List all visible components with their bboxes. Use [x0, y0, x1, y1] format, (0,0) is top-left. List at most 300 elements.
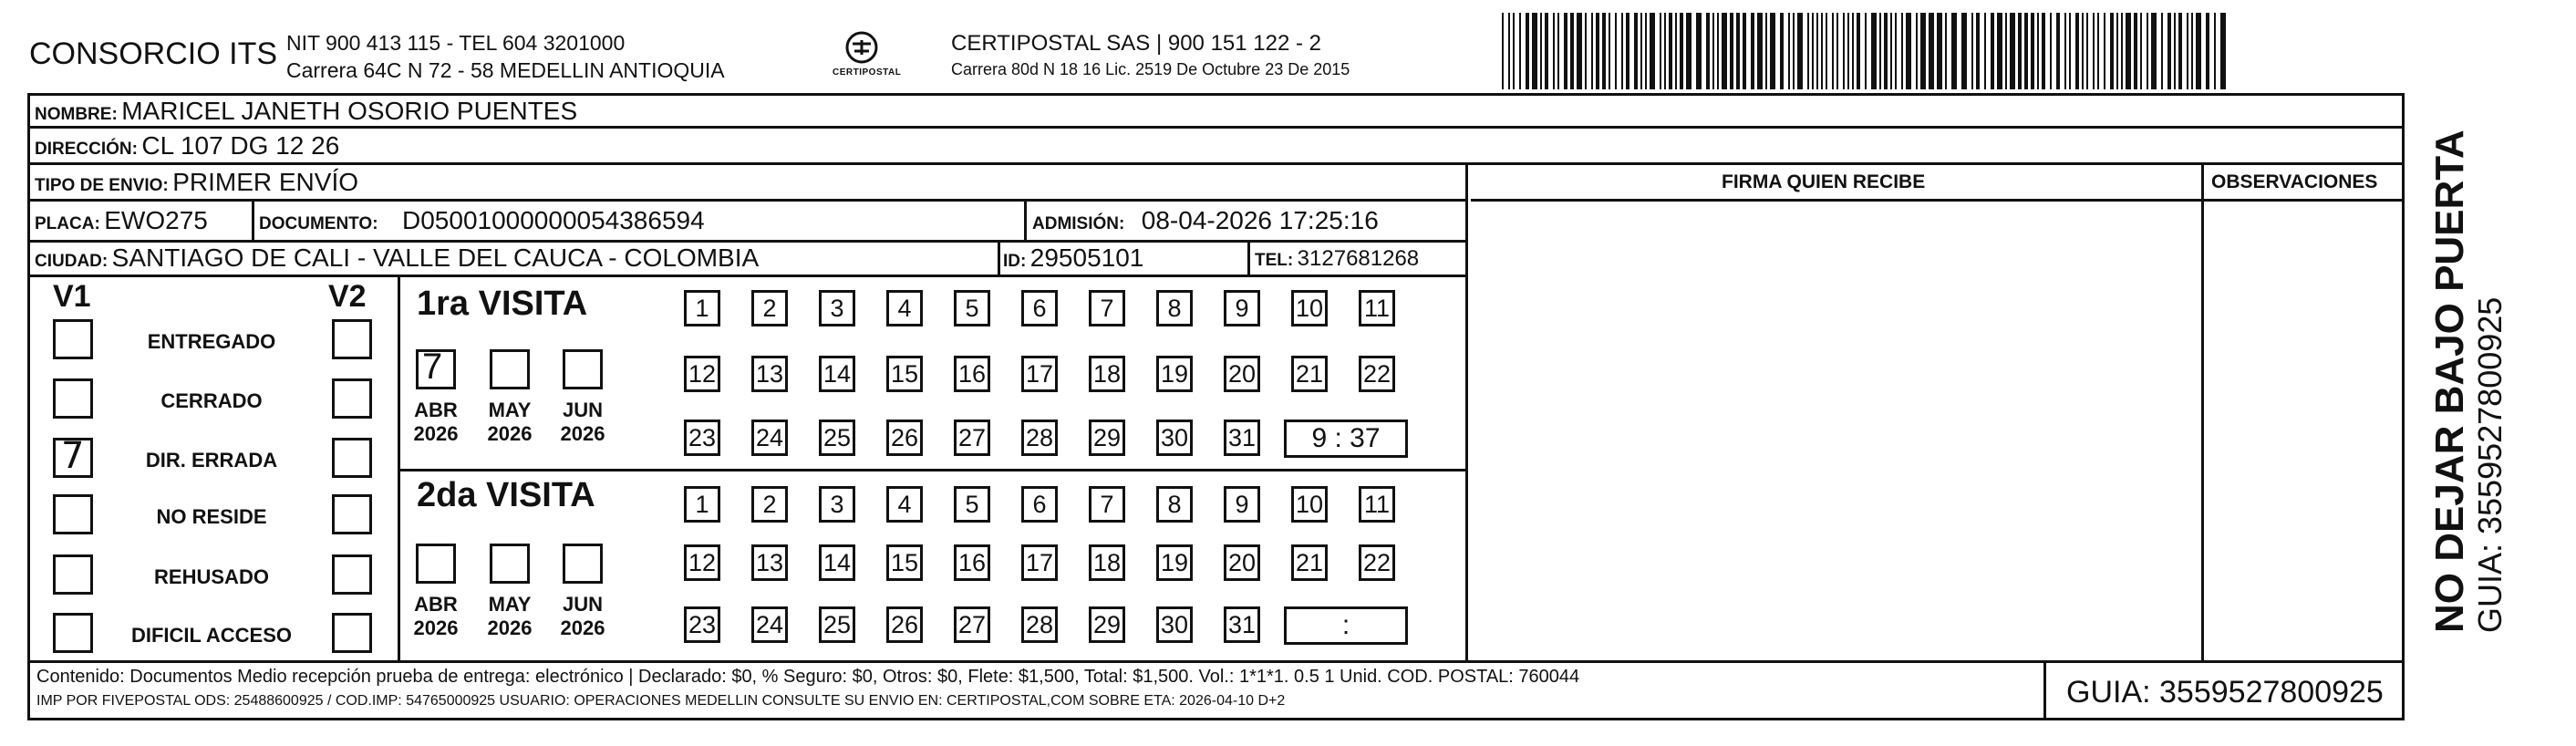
- month-label: JUN: [562, 399, 603, 421]
- placa-row: [35, 206, 208, 235]
- day-number: 1: [695, 294, 709, 322]
- year-label: 2026: [487, 616, 533, 639]
- second-visit-day-box[interactable]: [954, 544, 990, 581]
- barcode-bar: [1984, 13, 1986, 89]
- second-visit-day-box[interactable]: [684, 606, 720, 643]
- day-number: 16: [957, 359, 987, 388]
- barcode-bar: [2050, 13, 2052, 89]
- barcode-bar: [1621, 13, 1623, 89]
- day-number: 21: [1295, 359, 1324, 388]
- day-number: 24: [755, 423, 784, 451]
- first-visit-day-box[interactable]: [819, 420, 855, 456]
- first-visit-day-box[interactable]: [751, 356, 788, 392]
- barcode-bar: [1553, 13, 1555, 89]
- first-visit-day-box[interactable]: [751, 420, 788, 456]
- month-mark: 7: [422, 347, 443, 387]
- first-visit-day-box[interactable]: [819, 356, 855, 392]
- company-line2: Carrera 64C N 72 - 58 MEDELLIN ANTIOQUIA: [286, 58, 725, 82]
- first-visit-day-box[interactable]: [1089, 290, 1125, 326]
- day-number: 10: [1295, 294, 1324, 322]
- second-visit-day-box[interactable]: [751, 486, 788, 523]
- logo-text: CERTIPOSTAL: [833, 67, 902, 78]
- v1-checkbox[interactable]: [53, 435, 93, 478]
- day-number: 30: [1160, 610, 1189, 638]
- barcode-bar: [2082, 13, 2084, 89]
- day-number: 13: [755, 359, 784, 388]
- barcode-bar: [2174, 13, 2176, 89]
- barcode-bar: [1686, 13, 1691, 89]
- day-number: 12: [688, 548, 717, 576]
- first-visit-day-box[interactable]: [1224, 420, 1260, 456]
- nombre-row: [35, 97, 577, 126]
- barcode-bar: [2126, 13, 2131, 89]
- day-number: 17: [1025, 548, 1054, 576]
- tel-row: [1255, 246, 1419, 272]
- second-visit-day-box[interactable]: [1089, 544, 1125, 581]
- second-visit-day-box[interactable]: [954, 606, 990, 643]
- barcode-bar: [1513, 13, 1515, 89]
- first-visit-day-box[interactable]: [684, 420, 720, 456]
- first-visit-day-box[interactable]: [1089, 356, 1125, 392]
- barcode-bar: [1730, 13, 1733, 89]
- first-visit-day-box[interactable]: [886, 290, 923, 326]
- status-label: CERRADO: [160, 389, 263, 412]
- day-number: 7: [1100, 490, 1114, 518]
- barcode-bar: [1722, 13, 1727, 89]
- status-label: REHUSADO: [154, 565, 269, 588]
- day-number: 13: [755, 548, 784, 576]
- tel-label: TEL:: [1255, 251, 1294, 270]
- barcode-bar: [1532, 13, 1537, 89]
- ciudad-label: CIUDAD:: [35, 252, 109, 271]
- v2-checkbox[interactable]: [332, 554, 372, 595]
- day-number: 11: [1363, 490, 1391, 518]
- documento-label: DOCUMENTO:: [259, 214, 378, 233]
- barcode-bar: [1577, 13, 1582, 89]
- second-visit-day-box[interactable]: [886, 544, 923, 581]
- barcode-bar: [1717, 13, 1719, 89]
- v1-label: V1: [53, 279, 91, 314]
- first-visit-time-box[interactable]: [1284, 420, 1408, 458]
- status-label: ENTREGADO: [147, 330, 276, 353]
- barcode-bar: [1976, 13, 1980, 89]
- barcode-bar: [1557, 13, 1559, 89]
- day-number: 20: [1227, 359, 1257, 388]
- second-visit-day-box[interactable]: [1021, 606, 1058, 643]
- day-number: 2: [762, 490, 777, 518]
- day-number: 4: [897, 294, 912, 322]
- company-name: CONSORCIO ITS: [29, 36, 278, 71]
- first-visit-day-box[interactable]: [1359, 356, 1395, 392]
- placa-value: EWO275: [104, 206, 208, 234]
- day-number: 19: [1160, 548, 1189, 576]
- second-visit-month-checkbox[interactable]: [416, 544, 456, 584]
- second-visit-month-checkbox[interactable]: [490, 544, 530, 584]
- admision-value: 08-04-2026 17:25:16: [1141, 206, 1379, 234]
- v2-checkbox[interactable]: [332, 378, 372, 419]
- status-label: DIFICIL ACCESO: [130, 624, 292, 647]
- second-visit-time-box[interactable]: [1284, 606, 1408, 645]
- tipo-row: [35, 168, 358, 197]
- time-value: :: [1341, 610, 1350, 640]
- second-visit-day-box[interactable]: [886, 606, 923, 643]
- admision-row: [1032, 206, 1379, 235]
- barcode-bar: [1884, 13, 1888, 89]
- barcode-bar: [1991, 13, 1994, 89]
- barcode-bar: [1895, 13, 1897, 89]
- barcode-bar: [2206, 13, 2209, 89]
- barcode-bar: [2093, 13, 2095, 89]
- day-number: 28: [1025, 610, 1054, 638]
- barcode-bar: [1929, 13, 1934, 89]
- day-number: 29: [1092, 610, 1122, 638]
- barcode-bar: [2196, 13, 2201, 89]
- barcode-bar: [2097, 13, 2099, 89]
- day-number: 27: [957, 423, 987, 451]
- day-number: 22: [1362, 359, 1391, 388]
- first-visit-day-box[interactable]: [1021, 356, 1058, 392]
- time-value: 9 : 37: [1311, 423, 1381, 453]
- barcode-bar: [2121, 13, 2123, 89]
- v1-checkbox[interactable]: [53, 554, 93, 595]
- month-label: ABR: [414, 593, 458, 616]
- barcode-bar: [1836, 13, 1838, 89]
- documento-value: D05001000000054386594: [402, 206, 705, 234]
- first-visit-day-box[interactable]: [954, 420, 990, 456]
- barcode-bar: [1879, 13, 1881, 89]
- first-visit-day-box[interactable]: [1291, 290, 1328, 326]
- first-visit-day-box[interactable]: [1359, 290, 1395, 326]
- day-number: 6: [1032, 490, 1047, 518]
- barcode-bar: [2064, 13, 2066, 89]
- barcode-bar: [2134, 13, 2137, 89]
- barcode-bar: [2116, 13, 2118, 89]
- day-number: 9: [1235, 294, 1249, 322]
- second-visit-day-box[interactable]: [1156, 486, 1193, 523]
- ciudad-row: [35, 243, 759, 273]
- second-visit-day-box[interactable]: [1021, 486, 1058, 523]
- barcode-bar: [1743, 13, 1746, 89]
- barcode-bar: [2187, 13, 2188, 89]
- barcode-bar: [1540, 13, 1542, 89]
- second-visit-day-box[interactable]: [819, 606, 855, 643]
- direccion-label: DIRECCIÓN:: [35, 140, 138, 159]
- barcode-bar: [2069, 13, 2071, 89]
- barcode-bar: [2220, 13, 2226, 89]
- status-label: DIR. ERRADA: [145, 449, 278, 471]
- month-label: ABR: [414, 399, 458, 421]
- first-visit-day-box[interactable]: [684, 290, 720, 326]
- day-number: 1: [695, 490, 709, 518]
- footer-guia: GUIA: 3559527800925: [2066, 675, 2384, 710]
- status-label: NO RESIDE: [156, 505, 267, 528]
- barcode-bar: [2018, 13, 2022, 89]
- barcode-bar: [1832, 13, 1834, 89]
- barcode-bar: [1736, 13, 1740, 89]
- barcode-bar: [1780, 13, 1784, 89]
- barcode-bar: [1843, 13, 1845, 89]
- company-line1: NIT 900 413 115 - TEL 604 3201000: [286, 31, 626, 55]
- day-number: 10: [1295, 490, 1324, 518]
- barcode-bar: [1812, 13, 1814, 89]
- barcode-bar: [1508, 13, 1510, 89]
- tel-value: 3127681268: [1297, 246, 1420, 271]
- year-label: 2026: [560, 616, 605, 639]
- day-number: 8: [1167, 294, 1182, 322]
- barcode-bar: [1997, 13, 2002, 89]
- barcode-bar: [1937, 13, 1942, 89]
- barcode-bar: [1712, 13, 1714, 89]
- barcode-bar: [2104, 13, 2105, 89]
- day-number: 25: [822, 423, 852, 451]
- day-number: 9: [1235, 490, 1249, 518]
- second-visit-day-box[interactable]: [1359, 486, 1395, 523]
- barcode-bar: [1920, 13, 1926, 89]
- barcode-bar: [2056, 13, 2060, 89]
- barcode-bar: [2110, 13, 2114, 89]
- barcode-bar: [1664, 13, 1666, 89]
- first-visit-day-box[interactable]: [684, 356, 720, 392]
- second-visit-day-box[interactable]: [819, 544, 855, 581]
- second-visit-day-box[interactable]: [684, 544, 720, 581]
- id-row: [1003, 243, 1143, 273]
- barcode-bar: [1945, 13, 1947, 89]
- barcode-bar: [1821, 13, 1823, 89]
- first-visit-day-box[interactable]: [1291, 356, 1328, 392]
- first-visit-day-box[interactable]: [751, 290, 788, 326]
- second-visit-month-checkbox[interactable]: [563, 544, 603, 584]
- day-number: 14: [822, 359, 852, 388]
- barcode-bar: [1696, 13, 1702, 89]
- first-visit-day-box[interactable]: [1224, 290, 1260, 326]
- direccion-row: [35, 131, 339, 161]
- second-visit-day-box[interactable]: [751, 544, 788, 581]
- first-visit-month-checkbox[interactable]: [490, 349, 530, 389]
- barcode-bar: [2178, 13, 2182, 89]
- day-number: 3: [830, 294, 844, 322]
- barcode-bar: [1680, 13, 1683, 89]
- day-number: 26: [890, 610, 919, 638]
- v2-checkbox[interactable]: [332, 438, 372, 478]
- certipostal-logo: [825, 27, 902, 82]
- day-number: 19: [1160, 359, 1189, 388]
- second-visit-day-box[interactable]: [1291, 486, 1328, 523]
- second-visit-day-box[interactable]: [1224, 544, 1260, 581]
- second-visit-day-box[interactable]: [1156, 606, 1193, 643]
- day-number: 3: [830, 490, 844, 518]
- day-number: 7: [1100, 294, 1114, 322]
- barcode-bar: [2024, 13, 2028, 89]
- second-visit-day-box[interactable]: [1089, 486, 1125, 523]
- barcode-bar: [1519, 13, 1521, 89]
- admision-label: ADMISIÓN:: [1032, 214, 1125, 233]
- first-visit-day-box[interactable]: [1021, 420, 1058, 456]
- v2-checkbox[interactable]: [332, 494, 372, 534]
- firma-header: FIRMA QUIEN RECIBE: [1722, 171, 1926, 192]
- barcode-bar: [2161, 13, 2163, 89]
- barcode-bar: [2147, 13, 2148, 89]
- day-number: 6: [1032, 294, 1047, 322]
- day-number: 21: [1295, 548, 1324, 576]
- carrier-line1: CERTIPOSTAL SAS | 900 151 122 - 2: [951, 31, 1321, 56]
- v1-checkbox[interactable]: [53, 494, 93, 534]
- day-number: 20: [1227, 548, 1257, 576]
- nombre-label: NOMBRE:: [35, 105, 118, 124]
- barcode-bar: [1660, 13, 1661, 89]
- day-number: 22: [1362, 548, 1391, 576]
- second-visit-day-box[interactable]: [1089, 606, 1125, 643]
- barcode-bar: [1502, 13, 1504, 89]
- barcode-bar: [1951, 13, 1957, 89]
- second-visit-day-box[interactable]: [954, 486, 990, 523]
- second-visit-day-box[interactable]: [1021, 544, 1058, 581]
- first-visit-day-box[interactable]: [1156, 420, 1193, 456]
- id-value: 29505101: [1029, 243, 1144, 272]
- second-visit-day-box[interactable]: [751, 606, 788, 643]
- barcode-bar: [1615, 13, 1617, 89]
- day-number: 18: [1092, 548, 1122, 576]
- day-number: 28: [1025, 423, 1054, 451]
- tipo-label: TIPO DE ENVIO:: [35, 176, 169, 195]
- barcode-bar: [1871, 13, 1877, 89]
- barcode-bar: [1847, 13, 1849, 89]
- barcode-bar: [1706, 13, 1710, 89]
- second-visit-title: 2da VISITA: [417, 476, 595, 514]
- form-frame: [27, 93, 2405, 720]
- day-number: 31: [1227, 423, 1257, 451]
- first-visit-month-checkbox[interactable]: [416, 349, 456, 389]
- side-line2: GUIA: 3559527800925: [2471, 296, 2509, 633]
- barcode-bar: [2167, 13, 2171, 89]
- day-number: 25: [822, 610, 852, 638]
- barcode-bar: [1901, 13, 1903, 89]
- day-number: 8: [1167, 490, 1182, 518]
- first-visit-day-box[interactable]: [1224, 356, 1260, 392]
- barcode-bar: [1640, 13, 1642, 89]
- barcode-bar: [1788, 13, 1790, 89]
- second-visit-day-box[interactable]: [684, 486, 720, 523]
- second-visit-day-box[interactable]: [1156, 544, 1193, 581]
- v1-checkbox[interactable]: [53, 613, 93, 653]
- barcode-bar: [1602, 13, 1606, 89]
- barcode-bar: [1545, 13, 1548, 89]
- barcode-bar: [1669, 13, 1672, 89]
- barcode-bar: [1634, 13, 1638, 89]
- day-number: 23: [688, 423, 717, 451]
- barcode-bar: [1852, 13, 1854, 89]
- first-visit-day-box[interactable]: [1021, 290, 1058, 326]
- barcode-bar: [1797, 13, 1803, 89]
- day-number: 23: [688, 610, 717, 638]
- barcode-bar: [2151, 13, 2157, 89]
- first-visit-day-box[interactable]: [886, 420, 923, 456]
- placa-label: PLACA:: [35, 214, 100, 233]
- year-label: 2026: [560, 422, 605, 445]
- barcode-bar: [2010, 13, 2015, 89]
- first-visit-day-box[interactable]: [1089, 420, 1125, 456]
- first-visit-month-checkbox[interactable]: [563, 349, 603, 389]
- second-visit-day-box[interactable]: [1291, 544, 1328, 581]
- v2-checkbox[interactable]: [332, 319, 372, 359]
- day-number: 31: [1227, 610, 1257, 638]
- barcode-bar: [2191, 13, 2193, 89]
- day-number: 29: [1092, 423, 1122, 451]
- day-number: 4: [897, 490, 912, 518]
- first-visit-day-box[interactable]: [886, 356, 923, 392]
- barcode-bar: [2037, 13, 2039, 89]
- day-number: 27: [957, 610, 987, 638]
- barcode-bar: [1526, 13, 1529, 89]
- barcode-bar: [1816, 13, 1818, 89]
- barcode-bar: [1751, 13, 1754, 89]
- barcode-bar: [1906, 13, 1911, 89]
- barcode-bar: [2042, 13, 2045, 89]
- second-visit-day-box[interactable]: [886, 486, 923, 523]
- barcode-bar: [2031, 13, 2034, 89]
- barcode-bar: [1916, 13, 1918, 89]
- month-label: MAY: [488, 593, 532, 616]
- year-label: 2026: [413, 616, 459, 639]
- day-number: 24: [755, 610, 784, 638]
- barcode-bar: [1857, 13, 1860, 89]
- barcode-bar: [1757, 13, 1763, 89]
- barcode-bar: [1890, 13, 1892, 89]
- first-visit-day-box[interactable]: [1156, 356, 1193, 392]
- v1-checkbox[interactable]: [53, 378, 93, 419]
- barcode-bar: [1645, 13, 1647, 89]
- barcode-bar: [1865, 13, 1867, 89]
- day-number: 5: [965, 294, 979, 322]
- footer-contenido: Contenido: Documentos Medio recepción prueba de entrega: electrónico | Declarado: $0, % Seguro: $0, Otros: $0, Flete: $1,500, Total: $1,500. Vol.: 1*1*1. 0.5 1 Unid. COD. POSTAL: 760044: [36, 667, 1580, 687]
- day-number: 15: [890, 359, 919, 388]
- first-visit-day-box[interactable]: [819, 290, 855, 326]
- barcode-bar: [1609, 13, 1610, 89]
- day-number: 15: [890, 548, 919, 576]
- day-number: 11: [1363, 294, 1391, 322]
- month-label: JUN: [562, 593, 603, 616]
- barcode-bar: [1675, 13, 1677, 89]
- v2-checkbox[interactable]: [332, 613, 372, 653]
- v1-checkbox[interactable]: [53, 319, 93, 359]
- barcode-bar: [1793, 13, 1795, 89]
- barcode-bar: [1770, 13, 1775, 89]
- barcode-bar: [1570, 13, 1574, 89]
- first-visit-title: 1ra VISITA: [417, 285, 588, 323]
- barcode-bar: [1585, 13, 1587, 89]
- side-line1: NO DEJAR BAJO PUERTA: [2427, 130, 2472, 633]
- day-number: 26: [890, 423, 919, 451]
- day-number: 12: [688, 359, 717, 388]
- year-label: 2026: [413, 422, 459, 445]
- second-visit-day-box[interactable]: [1224, 486, 1260, 523]
- barcode-bar: [2140, 13, 2142, 89]
- barcode-bar: [2005, 13, 2007, 89]
- barcode: [1502, 13, 2231, 89]
- documento-row: [259, 206, 705, 235]
- first-visit-day-box[interactable]: [954, 356, 990, 392]
- barcode-bar: [2075, 13, 2079, 89]
- first-visit-day-box[interactable]: [1156, 290, 1193, 326]
- second-visit-day-box[interactable]: [819, 486, 855, 523]
- first-visit-day-box[interactable]: [954, 290, 990, 326]
- barcode-bar: [1807, 13, 1809, 89]
- second-visit-day-box[interactable]: [1224, 606, 1260, 643]
- second-visit-day-box[interactable]: [1359, 544, 1395, 581]
- day-number: 2: [762, 294, 777, 322]
- day-number: 17: [1025, 359, 1054, 388]
- barcode-bar: [2086, 13, 2088, 89]
- barcode-bar: [1971, 13, 1973, 89]
